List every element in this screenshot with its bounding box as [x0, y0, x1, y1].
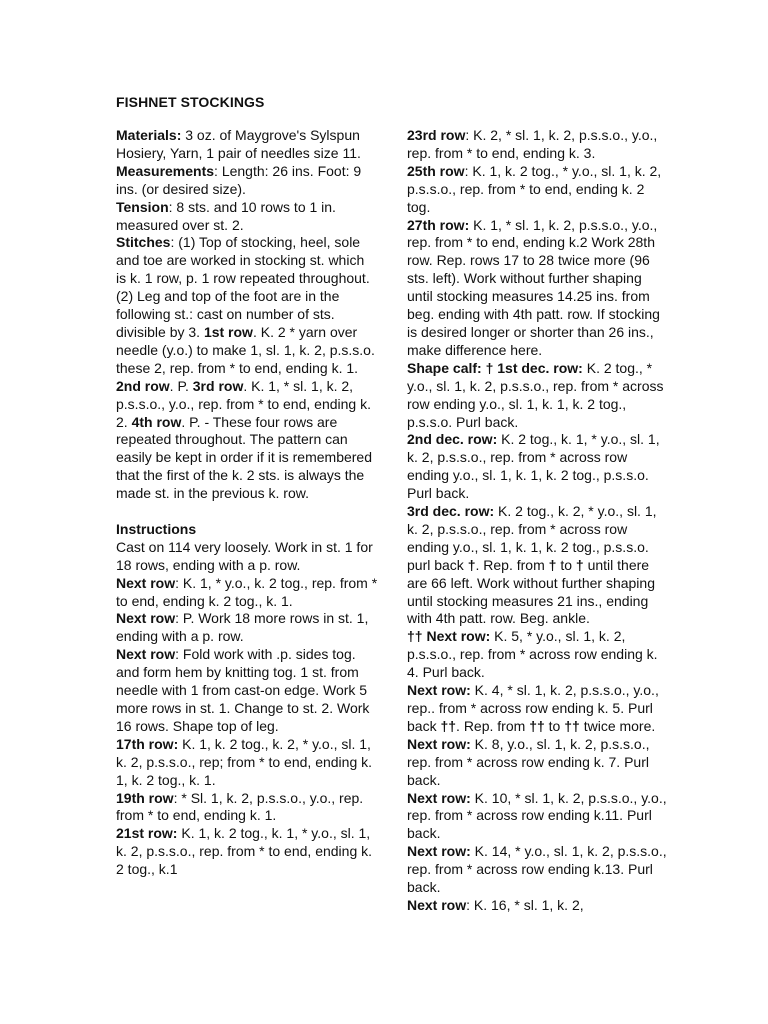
text-run: . P. - These four rows are repeated throughout. The pattern can easily be kept in order if it is remembered that the first of the k. 2 sts. is always the made st. in the previous k. row.: [116, 413, 372, 502]
bold-label: Materials:: [116, 127, 182, 143]
bold-label: Next row:: [407, 789, 471, 806]
bold-label: Next row: [407, 896, 467, 913]
bold-label: 17th row:: [116, 735, 179, 752]
bold-label: 27th row:: [407, 216, 470, 233]
paragraph: [407, 431, 669, 503]
bold-label: 3rd row: [192, 377, 244, 394]
paragraph: [116, 610, 378, 646]
paragraph: [407, 163, 669, 217]
bold-label: Stitches: [116, 234, 171, 251]
text-run: K. 5, * y.o., sl. 1, k. 2, p.s.s.o., rep. from * across row ending k. 4. Purl back.: [407, 628, 658, 681]
paragraph: [407, 127, 669, 163]
paragraph: [116, 199, 378, 235]
paragraph: [116, 736, 378, 790]
paragraph: [407, 843, 669, 897]
bold-label: †: [467, 556, 476, 573]
paragraph: [407, 360, 669, 432]
text-run: K. 4, * sl. 1, k. 2, p.s.s.o., y.o., rep.. from * across row ending k. 5. Purl back: [407, 682, 659, 734]
paragraph: [116, 127, 378, 163]
text-run: K. 14, * y.o., sl. 1, k. 2, p.s.s.o., rep. from * across row ending k.13. Purl back.: [407, 843, 667, 896]
text-run: to: [556, 556, 576, 573]
bold-label: †: [548, 556, 557, 573]
text-run: : P. Work 18 more rows in st. 1, ending with a p. row.: [116, 610, 369, 645]
bold-label: 19th row: [116, 789, 174, 806]
text-run: until there are 66 left. Work without further shaping until stocking measures 21 ins., ending with 4th patt. row. Beg. ankle.: [407, 556, 655, 627]
text-run: . K. 1, * sl. 1, k. 2, p.s.s.o., y.o., rep. from * to end, ending k. 2.: [116, 377, 371, 430]
text-run: Cast on 114 very loosely. Work in st. 1 for 18 rows, ending with a p. row.: [116, 538, 373, 573]
bold-label: 2nd dec. row:: [407, 431, 498, 448]
bold-label: Measurements: [116, 162, 215, 179]
paragraph-gap: [116, 503, 378, 521]
bold-label: Next row:: [407, 682, 471, 699]
page-title: FISHNET STOCKINGS: [116, 94, 265, 110]
bold-label: Next row: [116, 610, 176, 627]
paragraph: [407, 503, 669, 628]
bold-label: 3rd dec. row:: [407, 503, 495, 520]
text-run: K. 8, y.o., sl. 1, k. 2, p.s.s.o., rep. from * across row ending k. 7. Purl back.: [407, 735, 650, 788]
paragraph: [116, 646, 378, 736]
bold-label: Tension: [116, 198, 169, 215]
text-run: K. 2 tog., k. 2, * y.o., sl. 1, k. 2, p.s.s.o., rep. from * across row ending y.o., sl. 1, k. 1, k. 2 tog., p.s.s.o. purl back: [407, 503, 657, 573]
text-run: : * Sl. 1, k. 2, p.s.s.o., y.o., rep. from * to end, ending k. 1.: [116, 789, 364, 824]
paragraph: [116, 539, 378, 575]
text-run: K. 1, k. 2 tog., k. 2, * y.o., sl. 1, k. 2, p.s.s.o., rep; from * to end, ending k. 1, k. 2 tog., k. 1.: [116, 735, 373, 788]
text-run: K. 1, k. 2 tog., k. 1, * y.o., sl. 1, k. 2, p.s.s.o., rep. from * to end, ending k. 2 tog., k.1: [116, 825, 373, 878]
bold-label: 21st row:: [116, 825, 178, 842]
bold-label: Next row: [116, 646, 176, 663]
text-run: : K. 2, * sl. 1, k. 2, p.s.s.o., y.o., rep. from * to end, ending k. 3.: [407, 127, 658, 161]
text-run: . Rep. from: [475, 556, 549, 573]
text-run: : K. 16, * sl. 1, k. 2,: [466, 896, 584, 913]
bold-label: 23rd row: [407, 127, 466, 143]
text-run: . P.: [169, 377, 193, 394]
bold-label: Next row:: [407, 735, 471, 752]
text-run: : 8 sts. and 10 rows to 1 in. measured over st. 2.: [116, 198, 336, 233]
bold-label: 1st row: [203, 323, 253, 340]
bold-label: 25th row: [407, 162, 465, 179]
paragraph: [116, 521, 378, 539]
paragraph: [116, 163, 378, 199]
paragraph: [407, 217, 669, 360]
right-column: [407, 127, 669, 915]
paragraph: [407, 682, 669, 736]
text-run: . Rep. from: [456, 717, 530, 734]
paragraph: [407, 628, 669, 682]
text-run: K. 1, * sl. 1, k. 2, p.s.s.o., y.o., rep. from * to end, ending k.2 Work 28th row. Rep. rows 17 to 28 twice more (96 sts. left). Work without further shaping until stocking measures 14.25 ins. from beg. ending with 4th patt. row. If stocking is desired longer or shorter than 26 ins., make difference here.: [407, 216, 660, 358]
bold-label: ††: [529, 717, 545, 734]
text-run: K. 2 tog., * y.o., sl. 1, k. 2, p.s.s.o., rep. from * across row ending y.o., sl. 1, k. 1, k. 2 tog., p.s.s.o. Purl back.: [407, 359, 664, 430]
paragraph: [407, 897, 669, 915]
bold-label: †† Next row:: [407, 628, 491, 645]
bold-label: Shape calf: † 1st dec. row:: [407, 359, 583, 376]
bold-label: 2nd row: [116, 377, 170, 394]
bold-label: Next row:: [407, 843, 471, 860]
text-run: to: [544, 717, 565, 734]
paragraph: [116, 575, 378, 611]
text-run: K. 2 tog., k. 1, * y.o., sl. 1, k. 2, p.s.s.o., rep. from * across row ending y.o., sl. 1, k. 1, k. 2 tog., p.s.s.o. Purl back.: [407, 431, 660, 502]
bold-label: †: [575, 556, 584, 573]
paragraph: [116, 234, 378, 503]
text-run: 3 oz. of Maygrove's Sylspun Hosiery, Yarn, 1 pair of needles size 11.: [116, 127, 361, 161]
left-column: [116, 127, 378, 879]
text-run: : Fold work with .p. sides tog. and form hem by knitting tog. 1 st. from needle with 1 from cast-on edge. Work 5 more rows in st. 1. Change to st. 2. Work 16 rows. Shape top of leg.: [116, 646, 370, 734]
paragraph: [407, 790, 669, 844]
paragraph: [116, 825, 378, 879]
bold-label: ††: [440, 717, 457, 734]
text-run: . K. 2 * yarn over needle (y.o.) to make 1, sl. 1, k. 2, p.s.s.o. these 2, rep. from * to end, ending k. 1.: [116, 323, 375, 376]
text-run: : Length: 26 ins. Foot: 9 ins. (or desired size).: [116, 162, 362, 197]
text-run: : (1) Top of stocking, heel, sole and toe are worked in stocking st. which is k. 1 row, p. 1 row repeated throughout. (2) Leg and top of the foot are in the following st.: cast on number of sts. divisible by 3.: [116, 234, 370, 340]
text-run: : K. 1, k. 2 tog., * y.o., sl. 1, k. 2, p.s.s.o., rep. from * to end, ending k. 2 tog.: [407, 162, 662, 215]
bold-label: 4th row: [131, 413, 182, 430]
paragraph: [407, 736, 669, 790]
paragraph: [116, 790, 378, 826]
text-run: twice more.: [579, 717, 656, 734]
bold-label: Next row: [116, 574, 176, 591]
text-run: K. 10, * sl. 1, k. 2, p.s.s.o., y.o., rep. from * across row ending k.11. Purl back.: [407, 789, 667, 842]
text-run: : K. 1, * y.o., k. 2 tog., rep. from * to end, ending k. 2 tog., k. 1.: [116, 574, 378, 609]
bold-label: ††: [564, 717, 580, 734]
bold-label: Instructions: [116, 520, 197, 537]
